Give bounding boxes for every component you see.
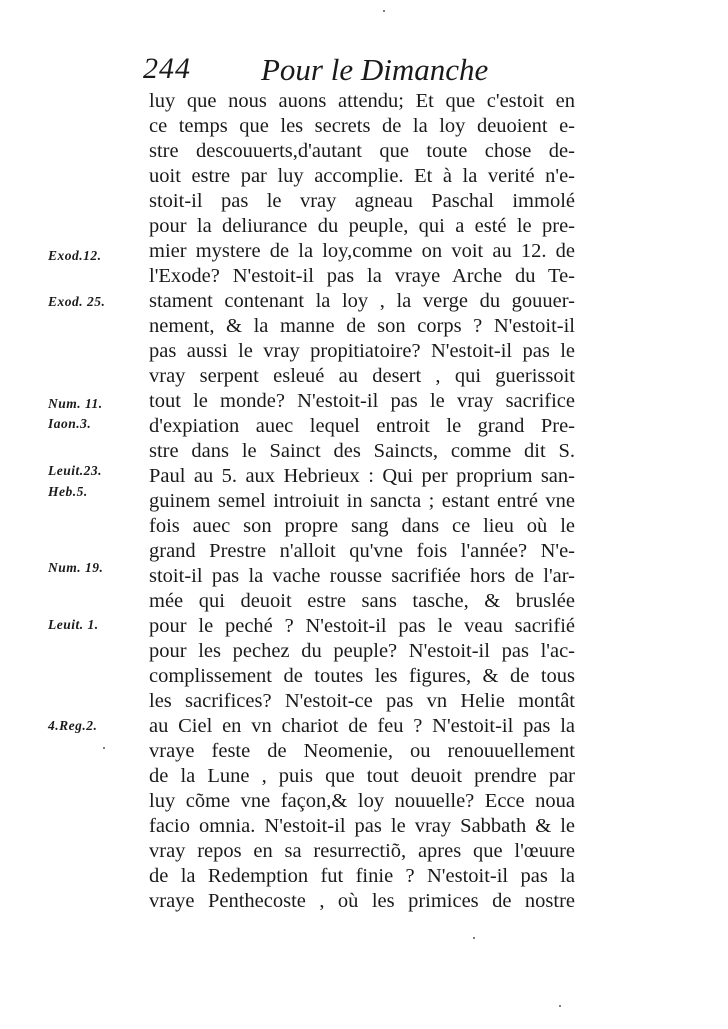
text-line: ce temps que les secrets de la loy deuoient e- bbox=[149, 115, 575, 137]
text-line: l'Exode? N'estoit-il pas la vraye Arche du Te- bbox=[149, 265, 575, 287]
margin-notes bbox=[0, 0, 140, 1029]
text-line: stre descouuerts,d'autant que toute chose de- bbox=[149, 140, 575, 162]
text-line: de la Lune , puis que tout deuoit prendre par bbox=[149, 765, 575, 787]
text-line: tout le monde? N'estoit-il pas le vray sacrifice bbox=[149, 390, 575, 412]
text-line: mée qui deuoit estre sans tasche, & bruslée bbox=[149, 590, 575, 612]
text-line: pour la deliurance du peuple, qui a esté le pre- bbox=[149, 215, 575, 237]
text-line: fois auec son propre sang dans ce lieu où le bbox=[149, 515, 575, 537]
margin-note: Heb.5. bbox=[48, 484, 88, 499]
text-line: mier mystere de la loy,comme on voit au 12. de bbox=[149, 240, 575, 262]
text-line: nement, & la manne de son corps ? N'estoit-il bbox=[149, 315, 575, 337]
text-line: pour les pechez du peuple? N'estoit-il pas l'ac- bbox=[149, 640, 575, 662]
text-line: d'expiation auec lequel entroit le grand Pre- bbox=[149, 415, 575, 437]
text-line: facio omnia. N'estoit-il pas le vray Sabbath & le bbox=[149, 815, 575, 837]
text-line: les sacrifices? N'estoit-ce pas vn Helie montât bbox=[149, 690, 575, 712]
ink-speck bbox=[559, 1005, 561, 1007]
text-line: vraye Penthecoste , où les primices de nostre bbox=[149, 890, 575, 912]
ink-speck bbox=[383, 10, 385, 12]
text-line: pas aussi le vray propitiatoire? N'estoit-il pas le bbox=[149, 340, 575, 362]
text-line: au Ciel en vn chariot de feu ? N'estoit-il pas la bbox=[149, 715, 575, 737]
text-line: stoit-il pas le vray agneau Paschal immolé bbox=[149, 190, 575, 212]
margin-note: 4.Reg.2. bbox=[48, 718, 98, 733]
margin-note: Leuit. 1. bbox=[48, 617, 99, 632]
text-line: stre dans le Sainct des Saincts, comme dit S. bbox=[149, 440, 575, 462]
text-line: uoit estre par luy accomplie. Et à la verité n'e- bbox=[149, 165, 575, 187]
text-line: vray serpent esleué au desert , qui guerissoit bbox=[149, 365, 575, 387]
text-line: stament contenant la loy , la verge du gouuer- bbox=[149, 290, 575, 312]
page-header bbox=[143, 52, 571, 92]
text-line: grand Prestre n'alloit qu'vne fois l'année? N'e- bbox=[149, 540, 575, 562]
ink-speck bbox=[473, 937, 475, 939]
page-number: 244 bbox=[143, 52, 191, 85]
margin-note: Leuit.23. bbox=[48, 463, 102, 478]
margin-note: Exod.12. bbox=[48, 248, 102, 263]
text-line: vraye feste de Neomenie, ou renouuellement bbox=[149, 740, 575, 762]
text-line: complissement de toutes les figures, & de tous bbox=[149, 665, 575, 687]
margin-note: Iaon.3. bbox=[48, 416, 92, 431]
text-line: de la Redemption fut finie ? N'estoit-il pas la bbox=[149, 865, 575, 887]
margin-note: Exod. 25. bbox=[48, 294, 106, 309]
margin-note: Num. 11. bbox=[48, 396, 103, 411]
text-line: stoit-il pas la vache rousse sacrifiée hors de l'ar- bbox=[149, 565, 575, 587]
text-line: guinem semel introiuit in sancta ; estant entré vne bbox=[149, 490, 575, 512]
ink-speck bbox=[103, 747, 105, 749]
text-line: pour le peché ? N'estoit-il pas le veau sacrifié bbox=[149, 615, 575, 637]
text-line: luy que nous auons attendu; Et que c'estoit en bbox=[149, 90, 575, 112]
text-line: Paul au 5. aux Hebrieux : Qui per proprium san- bbox=[149, 465, 575, 487]
text-line: vray repos en sa resurrectiõ, apres que l'œuure bbox=[149, 840, 575, 862]
margin-note: Num. 19. bbox=[48, 560, 104, 575]
running-title: Pour le Dimanche bbox=[261, 52, 489, 87]
text-line: luy cõme vne façon,& loy nouuelle? Ecce noua bbox=[149, 790, 575, 812]
